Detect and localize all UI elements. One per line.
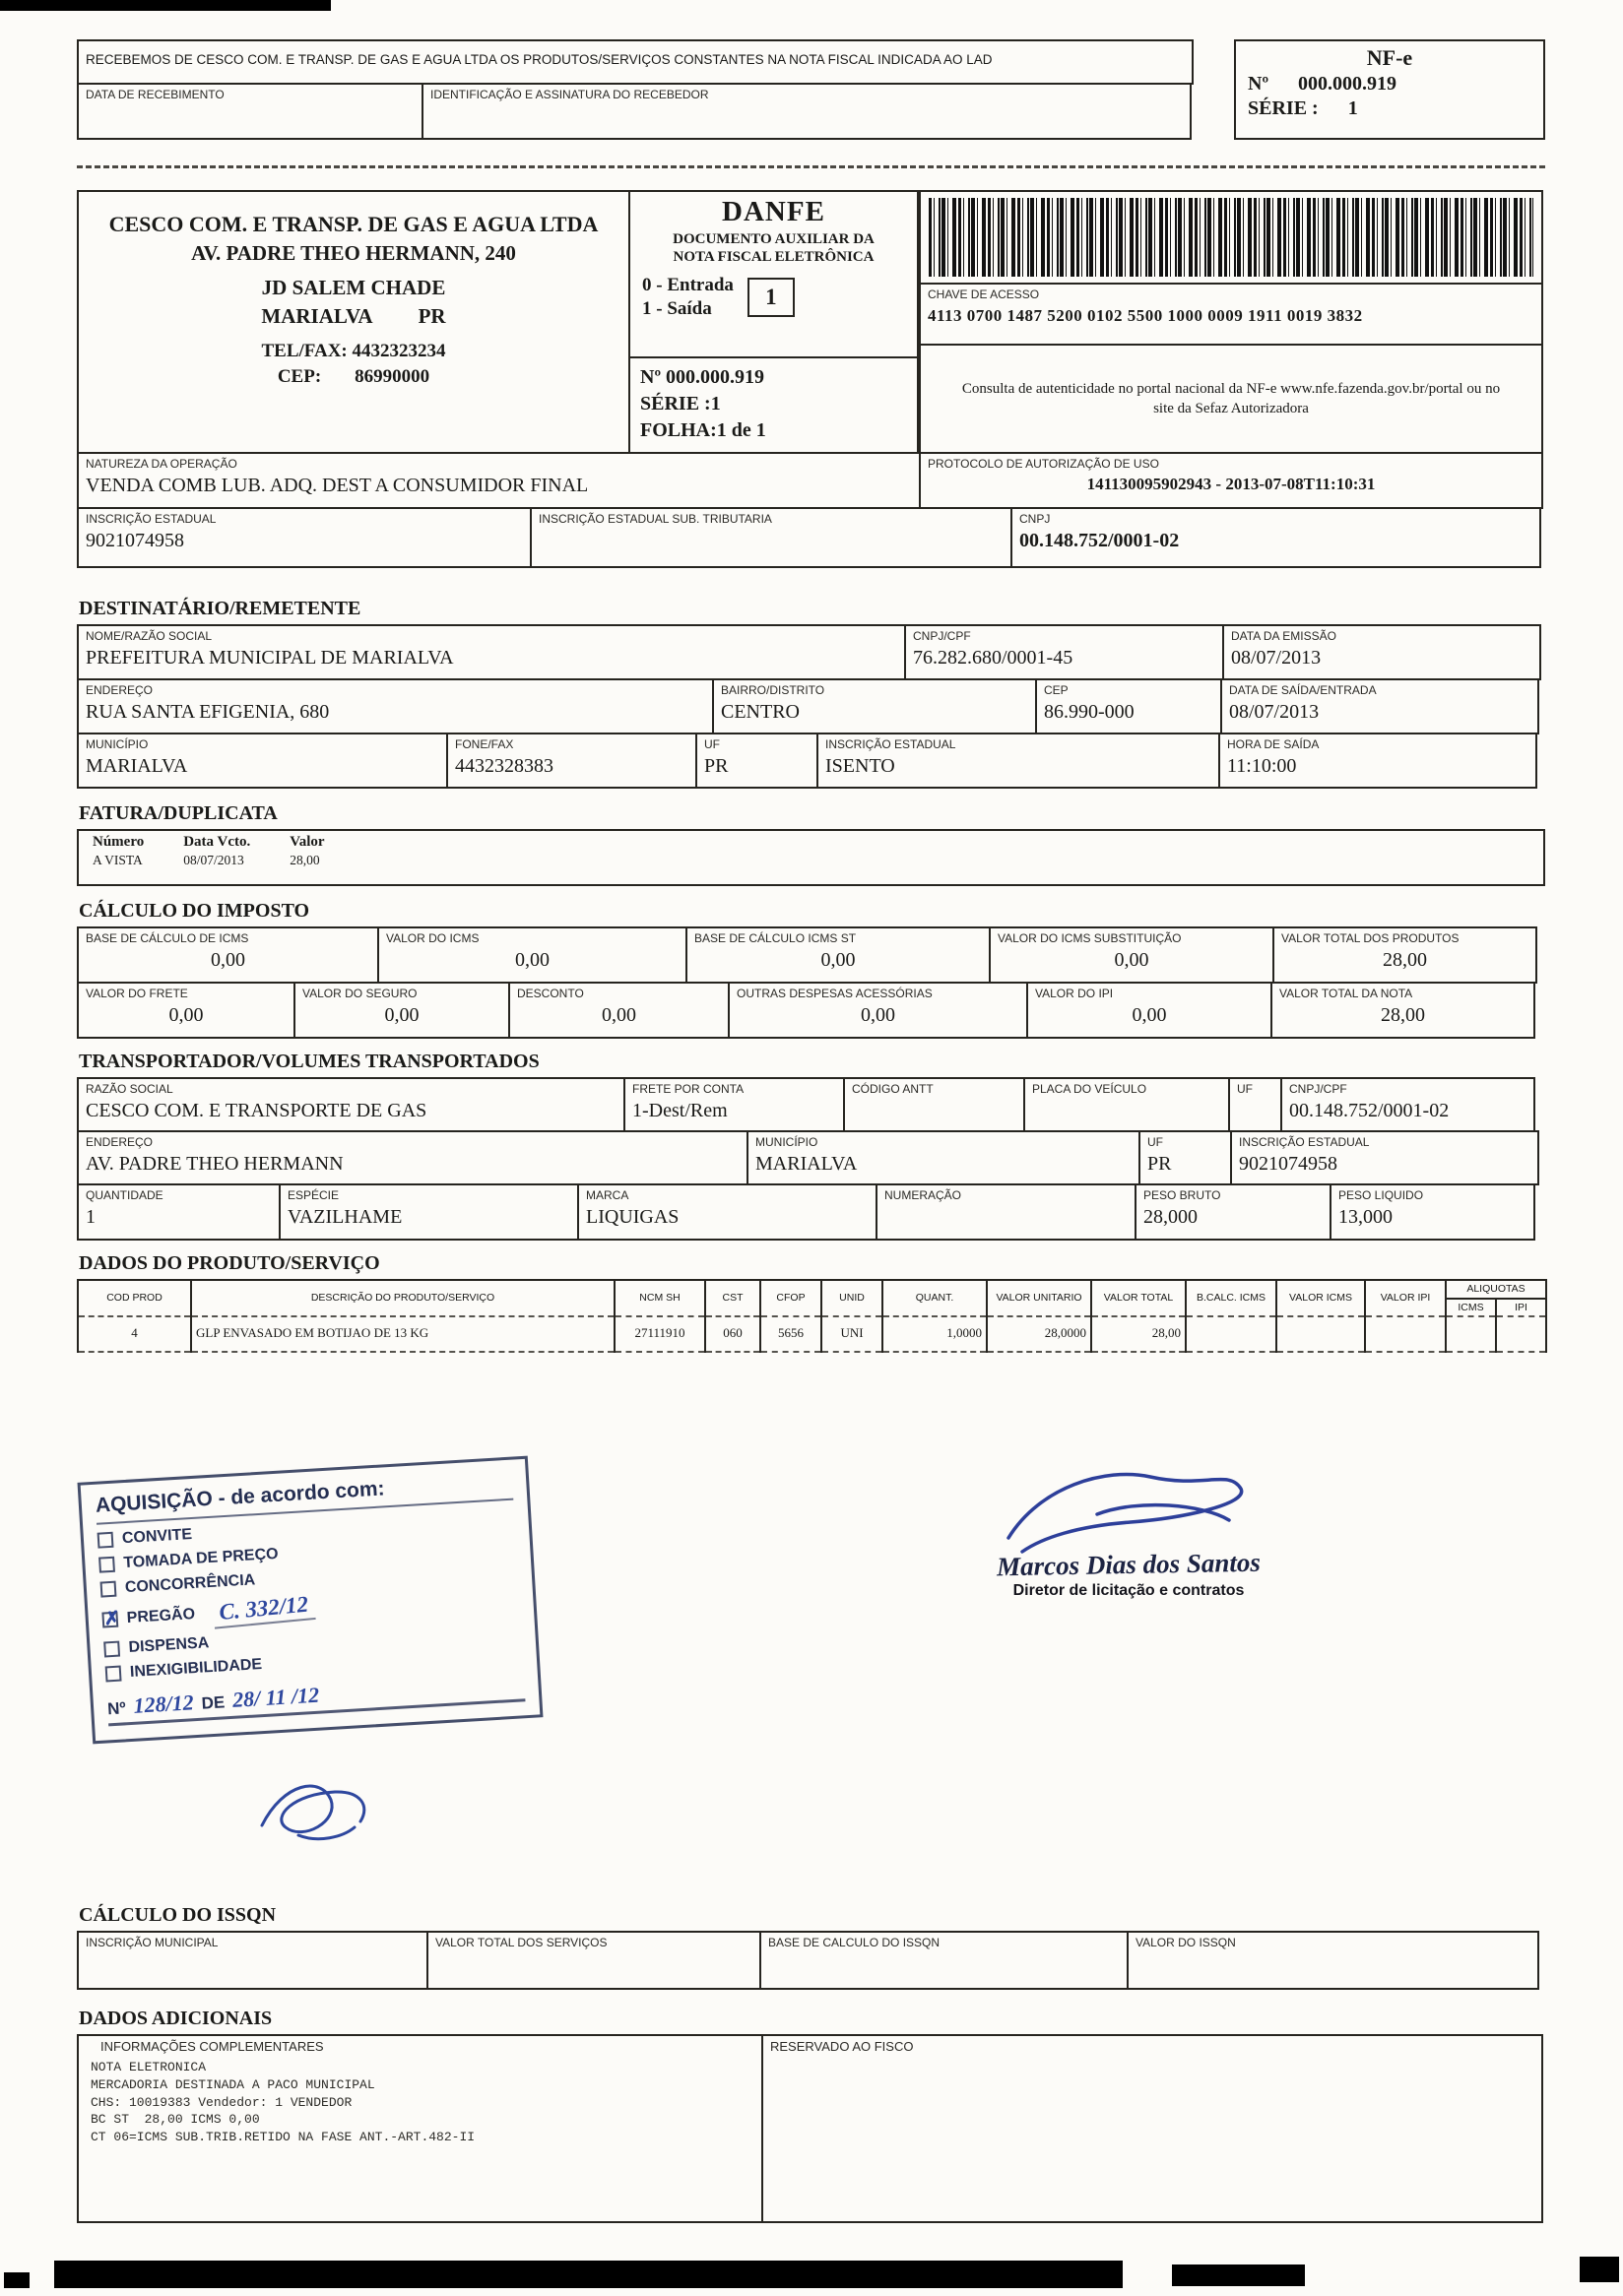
col-valor-unitario: VALOR UNITARIO <box>987 1280 1091 1316</box>
stamp-option-label: DISPENSA <box>128 1634 210 1657</box>
checkbox-icon <box>103 1641 120 1658</box>
dest-cnpj-label: CNPJ/CPF <box>913 629 971 643</box>
field-value: 28,000 <box>1143 1206 1198 1228</box>
field-label: FRETE POR CONTA <box>632 1082 745 1096</box>
natureza-label: NATUREZA DA OPERAÇÃO <box>86 457 237 471</box>
danfe-title: DANFE <box>722 196 825 227</box>
imposto-seguro <box>293 982 510 1039</box>
field-label: RAZÃO SOCIAL <box>86 1082 173 1096</box>
dest-cep-label: CEP <box>1044 683 1069 697</box>
informacoes-label: INFORMAÇÕES COMPLEMENTARES <box>100 2039 324 2055</box>
transp-ie-box <box>1230 1130 1539 1185</box>
signer-role: Diretor de licitação e contratos <box>1012 1582 1245 1600</box>
dest-municipio-label: MUNICÍPIO <box>86 737 149 751</box>
nfe-title: NF-e <box>1366 45 1413 70</box>
fatura-row <box>77 829 1545 886</box>
produto-descricao: GLP ENVASADO EM BOTIJAO DE 13 KG <box>191 1316 615 1352</box>
barcode-box <box>919 190 1543 285</box>
col-descricao: DESCRIÇÃO DO PRODUTO/SERVIÇO <box>191 1280 615 1316</box>
fatura-col-numero: Número <box>93 834 145 850</box>
field-label: ESPÉCIE <box>288 1188 340 1202</box>
produto-cst: 060 <box>705 1316 760 1352</box>
field-label: UF <box>1147 1135 1163 1149</box>
natureza-row <box>77 452 1545 509</box>
dest-cnpj-value: 76.282.680/0001-45 <box>913 647 1073 669</box>
dest-hora-label: HORA DE SAÍDA <box>1227 737 1320 751</box>
info-line: BC ST 28,00 ICMS 0,00 <box>91 2112 260 2128</box>
scan-artifact <box>1580 2257 1619 2282</box>
dest-cep-box <box>1035 678 1222 734</box>
col-ncm: NCM SH <box>615 1280 705 1316</box>
transp-marca-box <box>577 1183 877 1241</box>
transportador-row-2 <box>77 1130 1545 1185</box>
transp-antt-box <box>843 1077 1025 1132</box>
dest-emissao-value: 08/07/2013 <box>1231 647 1322 669</box>
field-label: VALOR TOTAL DA NOTA <box>1279 987 1413 1000</box>
consulta-box <box>919 344 1543 454</box>
scan-artifact <box>54 2261 1123 2288</box>
field-label: UF <box>1237 1082 1253 1096</box>
dest-emissao-box <box>1222 624 1541 680</box>
produto-ncm: 27111910 <box>615 1316 705 1352</box>
stamp-de-label: DE <box>201 1692 226 1713</box>
info-line: NOTA ELETRONICA <box>91 2060 207 2075</box>
col-valor-total: VALOR TOTAL <box>1091 1280 1186 1316</box>
checkbox-icon <box>98 1557 115 1573</box>
dest-saida-box <box>1220 678 1539 734</box>
field-label: INSCRIÇÃO ESTADUAL <box>1239 1135 1370 1149</box>
produto-cfop: 5656 <box>760 1316 821 1352</box>
nfe-numero-label: Nº <box>1248 73 1269 95</box>
produto-unid: UNI <box>821 1316 882 1352</box>
field-value: 13,000 <box>1338 1206 1393 1228</box>
transp-cnpj-box <box>1280 1077 1535 1132</box>
scan-artifact <box>0 0 331 11</box>
col-aliq-icms: ICMS <box>1446 1299 1496 1317</box>
field-label: VALOR DO FRETE <box>86 987 188 1000</box>
data-recebimento-box <box>77 83 423 140</box>
transp-placa-box <box>1023 1077 1230 1132</box>
transp-endereco-box <box>77 1130 748 1185</box>
dest-endereco-value: RUA SANTA EFIGENIA, 680 <box>86 701 330 723</box>
col-cod: COD PROD <box>78 1280 191 1316</box>
dest-saida-value: 08/07/2013 <box>1229 701 1320 723</box>
col-valor-ipi: VALOR IPI <box>1365 1280 1446 1316</box>
access-key-value: 4113 0700 1487 5200 0102 5500 1000 0009 1911 0019 3832 <box>928 306 1363 325</box>
dest-saida-label: DATA DE SAÍDA/ENTRADA <box>1229 683 1377 697</box>
imposto-title: CÁLCULO DO IMPOSTO <box>79 900 310 922</box>
field-label: DESCONTO <box>517 987 584 1000</box>
fatura-box <box>77 829 1545 886</box>
destinatario-title: DESTINATÁRIO/REMETENTE <box>79 598 361 619</box>
protocolo-box <box>919 452 1543 509</box>
field-value: 0,00 <box>861 1004 895 1026</box>
dest-fone-label: FONE/FAX <box>455 737 514 751</box>
field-label: PESO BRUTO <box>1143 1188 1221 1202</box>
nfe-numero: 000.000.919 <box>1298 73 1397 95</box>
receipt-stub <box>77 39 1545 140</box>
scan-artifact <box>1172 2264 1305 2286</box>
field-value: 00.148.752/0001-02 <box>1289 1100 1450 1121</box>
col-quant: QUANT. <box>882 1280 987 1316</box>
issuer-cep-label: CEP: <box>277 366 322 387</box>
imposto-bc-icms-st <box>685 926 991 984</box>
imposto-valor-icms <box>377 926 687 984</box>
dest-nome-box <box>77 624 906 680</box>
dest-emissao-label: DATA DA EMISSÃO <box>1231 629 1336 643</box>
handwritten-stamp-date: 28/ 11 /12 <box>231 1682 320 1713</box>
dest-bairro-box <box>712 678 1037 734</box>
imposto-desconto <box>508 982 730 1039</box>
danfe-folha: FOLHA:1 de 1 <box>640 419 766 441</box>
danfe-header <box>77 190 1545 454</box>
field-value: 0,00 <box>515 949 550 971</box>
handwritten-initials-scribble <box>244 1764 392 1853</box>
dest-endereco-label: ENDEREÇO <box>86 683 154 697</box>
col-aliq-ipi: IPI <box>1496 1299 1546 1317</box>
destinatario-row-3 <box>77 733 1545 789</box>
signature-block <box>922 1547 1335 1600</box>
handwritten-stamp-number: 128/12 <box>132 1690 195 1718</box>
issuer-name: CESCO COM. E TRANSP. DE GAS E AGUA LTDA <box>108 212 599 236</box>
transp-quantidade-box <box>77 1183 281 1241</box>
dest-municipio-box <box>77 733 448 789</box>
stamp-title: AQUISIÇÃO - de acordo com: <box>95 1470 513 1525</box>
field-value: 1-Dest/Rem <box>632 1100 728 1121</box>
produto-valor-unitario: 28,0000 <box>987 1316 1091 1352</box>
destinatario-row-2 <box>77 678 1545 734</box>
field-label: CNPJ/CPF <box>1289 1082 1347 1096</box>
ie-value: 9021074958 <box>86 530 184 551</box>
info-line: CHS: 10019383 Vendedor: 1 VENDEDOR <box>91 2094 353 2110</box>
ie-label: INSCRIÇÃO ESTADUAL <box>86 512 217 526</box>
dest-hora-value: 11:10:00 <box>1227 755 1297 777</box>
dest-nome-label: NOME/RAZÃO SOCIAL <box>86 629 213 643</box>
imposto-total-nota <box>1270 982 1535 1039</box>
field-label: BASE DE CALCULO DO ISSQN <box>768 1936 941 1950</box>
transp-uf-box <box>1228 1077 1282 1132</box>
field-label: PESO LIQUIDO <box>1338 1188 1424 1202</box>
issqn-base-calculo-box <box>759 1931 1129 1990</box>
adicionais-row <box>77 2034 1545 2223</box>
col-cst: CST <box>705 1280 760 1316</box>
field-value: LIQUIGAS <box>586 1206 680 1228</box>
issuer-city: MARIALVA <box>261 304 373 328</box>
produto-valor-total: 28,00 <box>1091 1316 1186 1352</box>
saida-option: 1 - Saída <box>642 297 712 319</box>
transp-razao-box <box>77 1077 625 1132</box>
barcode-icon <box>929 198 1533 277</box>
field-label: VALOR DO ICMS <box>386 931 480 945</box>
imposto-ipi <box>1026 982 1272 1039</box>
field-value: VAZILHAME <box>288 1206 403 1228</box>
nfe-serie: 1 <box>1347 97 1358 119</box>
field-value: 0,00 <box>602 1004 636 1026</box>
field-label: VALOR DO ICMS SUBSTITUIÇÃO <box>998 931 1182 945</box>
checkbox-icon <box>105 1666 122 1683</box>
dest-uf-box <box>695 733 818 789</box>
danfe-serie: SÉRIE :1 <box>640 393 721 415</box>
fatura-numero: A VISTA <box>93 853 143 867</box>
field-label: QUANTIDADE <box>86 1188 163 1202</box>
field-value: 9021074958 <box>1239 1153 1337 1175</box>
issuer-cep: 86990000 <box>355 366 430 387</box>
dest-endereco-box <box>77 678 714 734</box>
transp-especie-box <box>279 1183 579 1241</box>
handwritten-contract-number: C. 332/12 <box>213 1591 316 1629</box>
field-value: 28,00 <box>1383 949 1427 971</box>
transp-frete-box <box>623 1077 845 1132</box>
produto-quant: 1,0000 <box>882 1316 987 1352</box>
field-label: ENDEREÇO <box>86 1135 154 1149</box>
identificacao-box <box>422 83 1192 140</box>
stamp-num-prefix: Nº <box>106 1698 127 1719</box>
access-key-box <box>919 283 1543 346</box>
scan-artifact <box>4 2272 30 2288</box>
imposto-total-produtos <box>1272 926 1537 984</box>
col-aliquotas: ALIQUOTAS <box>1446 1280 1546 1299</box>
field-label: PLACA DO VEÍCULO <box>1032 1082 1147 1096</box>
dest-ie-box <box>816 733 1220 789</box>
field-label: MUNICÍPIO <box>755 1135 818 1149</box>
stamp-option-label: TOMADA DE PREÇO <box>122 1546 280 1572</box>
field-label: INSCRIÇÃO MUNICIPAL <box>86 1936 219 1950</box>
produto-valor-icms <box>1276 1316 1365 1352</box>
stamp-option-label: PREGÃO <box>126 1605 196 1626</box>
signer-name: Marcos Dias dos Santos <box>996 1547 1262 1582</box>
destinatario-row-1 <box>77 624 1545 680</box>
danfe-subtitle: DOCUMENTO AUXILIAR DA NOTA FISCAL ELETRÔNICA <box>673 231 875 265</box>
field-value: 0,00 <box>820 949 856 971</box>
produtos-title: DADOS DO PRODUTO/SERVIÇO <box>79 1252 380 1274</box>
issqn-valor-box <box>1127 1931 1539 1990</box>
produtos-table <box>77 1279 1547 1353</box>
field-label: NUMERAÇÃO <box>884 1188 962 1202</box>
issuer-address: AV. PADRE THEO HERMANN, 240 <box>191 241 516 265</box>
adicionais-title: DADOS ADICIONAIS <box>79 2008 273 2030</box>
fatura-title: FATURA/DUPLICATA <box>79 802 278 824</box>
access-key-label: CHAVE DE ACESSO <box>928 287 1040 301</box>
field-value: MARIALVA <box>755 1153 858 1175</box>
stamp-zone <box>77 1353 1545 1904</box>
info-line: MERCADORIA DESTINADA A PACO MUNICIPAL <box>91 2076 375 2092</box>
transp-municipio-box <box>747 1130 1140 1185</box>
transp-peso-liquido-box <box>1330 1183 1535 1241</box>
field-label: VALOR DO SEGURO <box>302 987 418 1000</box>
produto-cod: 4 <box>78 1316 191 1352</box>
field-value: AV. PADRE THEO HERMANN <box>86 1153 344 1175</box>
field-label: VALOR DO ISSQN <box>1136 1936 1236 1950</box>
produto-valor-ipi <box>1365 1316 1446 1352</box>
issuer-uf: PR <box>418 304 446 328</box>
transp-uf2-box <box>1138 1130 1232 1185</box>
dest-bairro-value: CENTRO <box>721 701 800 723</box>
natureza-value: VENDA COMB LUB. ADQ. DEST A CONSUMIDOR FINAL <box>86 475 589 496</box>
identificacao-label: IDENTIFICAÇÃO E ASSINATURA DO RECEBEDOR <box>430 88 709 101</box>
receipt-stub-left <box>77 39 1194 140</box>
acquisition-stamp <box>78 1456 544 1745</box>
dest-uf-label: UF <box>704 737 720 751</box>
field-value: CESCO COM. E TRANSPORTE DE GAS <box>86 1100 427 1121</box>
stamp-option-label: CONCORRÊNCIA <box>124 1571 256 1597</box>
col-cfop: CFOP <box>760 1280 821 1316</box>
imposto-frete <box>77 982 295 1039</box>
field-value: 0,00 <box>384 1004 420 1026</box>
consulta-text: Consulta de autenticidade no portal nacional da NF-e www.nfe.fazenda.gov.br/portal ou no site da Sefaz Autorizadora <box>961 381 1501 416</box>
dest-cnpj-box <box>904 624 1224 680</box>
fatura-col-data: Data Vcto. <box>183 834 251 850</box>
field-label: VALOR TOTAL DOS SERVIÇOS <box>435 1936 608 1950</box>
field-value: 0,00 <box>1132 1004 1167 1026</box>
stamp-option-label: CONVITE <box>121 1526 193 1548</box>
col-valor-icms: VALOR ICMS <box>1276 1280 1365 1316</box>
field-value: 28,00 <box>1381 1004 1425 1026</box>
issuer-district: JD SALEM CHADE <box>261 276 446 299</box>
imposto-icms-subst <box>989 926 1274 984</box>
produto-row <box>78 1316 1546 1352</box>
issqn-title: CÁLCULO DO ISSQN <box>79 1904 277 1927</box>
natureza-box <box>77 452 921 509</box>
fatura-data: 08/07/2013 <box>183 853 244 867</box>
cnpj-box <box>1010 507 1541 568</box>
transp-peso-bruto-box <box>1135 1183 1331 1241</box>
field-value: 0,00 <box>168 1004 204 1026</box>
field-value: 1 <box>86 1206 96 1228</box>
stamp-option-label: INEXIGIBILIDADE <box>129 1656 263 1682</box>
fatura-col-valor: Valor <box>290 834 325 850</box>
recebemos-text: RECEBEMOS DE CESCO COM. E TRANSP. DE GAS E AGUA LTDA OS PRODUTOS/SERVIÇOS CONSTANTES NA NOTA FISCAL INDICADA AO LAD <box>86 52 993 67</box>
field-value: 0,00 <box>211 949 245 971</box>
protocolo-label: PROTOCOLO DE AUTORIZAÇÃO DE USO <box>928 457 1159 471</box>
produto-aliq-icms <box>1446 1316 1496 1352</box>
dest-municipio-value: MARIALVA <box>86 755 188 777</box>
nfe-number-box <box>1234 39 1545 140</box>
issuer-box <box>77 190 630 454</box>
dest-hora-box <box>1218 733 1537 789</box>
info-line: CT 06=ICMS SUB.TRIB.RETIDO NA FASE ANT.-ART.482-II <box>91 2129 476 2144</box>
dest-fone-value: 4432328383 <box>455 755 553 777</box>
operation-type-box: 1 <box>747 278 795 317</box>
issqn-inscricao-box <box>77 1931 428 1990</box>
col-unid: UNID <box>821 1280 882 1316</box>
issqn-row <box>77 1931 1545 1990</box>
issqn-total-servicos-box <box>426 1931 761 1990</box>
ie-box <box>77 507 532 568</box>
danfe-number: Nº 000.000.919 <box>640 366 765 388</box>
inscricoes-row <box>77 507 1545 568</box>
danfe-center-box <box>628 190 919 454</box>
fatura-valor: 28,00 <box>290 853 320 867</box>
field-value: PR <box>1147 1153 1172 1175</box>
imposto-row-2 <box>77 982 1545 1039</box>
ie-st-box <box>530 507 1012 568</box>
cnpj-label: CNPJ <box>1019 512 1051 526</box>
field-label: BASE DE CÁLCULO DE ICMS <box>86 931 249 945</box>
checkbox-icon <box>97 1532 114 1549</box>
imposto-outras-despesas <box>728 982 1028 1039</box>
ie-st-label: INSCRIÇÃO ESTADUAL SUB. TRIBUTARIA <box>539 512 772 526</box>
dest-fone-box <box>446 733 697 789</box>
field-label: CÓDIGO ANTT <box>852 1082 934 1096</box>
field-label: MARCA <box>586 1188 629 1202</box>
recebemos-box <box>77 39 1194 85</box>
field-label: VALOR DO IPI <box>1035 987 1114 1000</box>
dest-cep-value: 86.990-000 <box>1044 701 1135 723</box>
produto-bc-icms <box>1186 1316 1276 1352</box>
reservado-fisco-label: RESERVADO AO FISCO <box>770 2039 914 2055</box>
issuer-telfax: TEL/FAX: 4432323234 <box>261 341 446 361</box>
cut-line <box>77 165 1545 168</box>
nfe-serie-label: SÉRIE : <box>1248 97 1319 119</box>
imposto-bc-icms <box>77 926 379 984</box>
imposto-row-1 <box>77 926 1545 984</box>
entrada-option: 0 - Entrada <box>642 275 734 295</box>
transportador-row-3 <box>77 1183 1545 1241</box>
cnpj-value: 00.148.752/0001-02 <box>1019 530 1180 551</box>
field-label: OUTRAS DESPESAS ACESSÓRIAS <box>737 987 933 1000</box>
informacoes-complementares-box <box>77 2034 763 2223</box>
dest-ie-value: ISENTO <box>825 755 895 777</box>
dest-uf-value: PR <box>704 755 729 777</box>
field-label: BASE DE CÁLCULO ICMS ST <box>694 931 857 945</box>
dest-ie-label: INSCRIÇÃO ESTADUAL <box>825 737 956 751</box>
data-recebimento-label: DATA DE RECEBIMENTO <box>86 88 225 101</box>
dest-bairro-label: BAIRRO/DISTRITO <box>721 683 825 697</box>
col-bcalc-icms: B.CALC. ICMS <box>1186 1280 1276 1316</box>
header-right-column <box>919 190 1543 454</box>
field-label: VALOR TOTAL DOS PRODUTOS <box>1281 931 1460 945</box>
transportador-row-1 <box>77 1077 1545 1132</box>
checkbox-checked-icon: ✗ <box>103 1608 121 1630</box>
protocolo-value: 141130095902943 - 2013-07-08T11:10:31 <box>1086 475 1376 493</box>
dest-nome-value: PREFEITURA MUNICIPAL DE MARIALVA <box>86 647 454 669</box>
transportador-title: TRANSPORTADOR/VOLUMES TRANSPORTADOS <box>79 1051 540 1072</box>
reservado-fisco-box <box>761 2034 1543 2223</box>
checkbox-icon <box>100 1581 117 1598</box>
field-value: 0,00 <box>1114 949 1149 971</box>
informacoes-text <box>91 2059 754 2145</box>
transp-numeracao-box <box>876 1183 1136 1241</box>
produto-aliq-ipi <box>1496 1316 1546 1352</box>
